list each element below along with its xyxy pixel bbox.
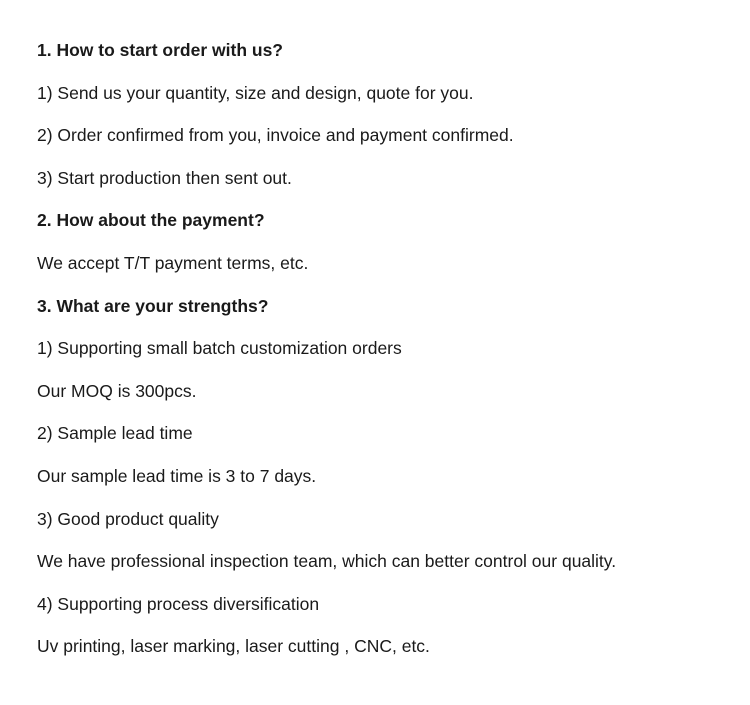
faq-answer-line: 1) Supporting small batch customization orders — [37, 338, 402, 359]
faq-answer-line: Our sample lead time is 3 to 7 days. — [37, 465, 317, 486]
faq-answer-line: 3) Good product quality — [37, 508, 219, 529]
faq-answer-line: 3) Start production then sent out. — [37, 167, 292, 188]
faq-question-payment: 2. How about the payment? — [37, 210, 265, 231]
faq-question-strengths: 3. What are your strengths? — [37, 295, 269, 316]
faq-answer-line: 2) Sample lead time — [37, 423, 193, 444]
faq-answer-line: Our MOQ is 300pcs. — [37, 380, 197, 401]
faq-answer-line: Uv printing, laser marking, laser cutting , CNC, etc. — [37, 636, 430, 657]
faq-question-order: 1. How to start order with us? — [37, 40, 283, 60]
faq-answer-line: We accept T/T payment terms, etc. — [37, 252, 309, 273]
faq-answer-line: We have professional inspection team, which can better control our quality. — [37, 551, 617, 572]
faq-answer-line: 1) Send us your quantity, size and design, quote for you. — [37, 82, 474, 103]
faq-answer-line: 4) Supporting process diversification — [37, 593, 320, 614]
faq-content — [37, 38, 727, 677]
faq-answer-line: 2) Order confirmed from you, invoice and payment confirmed. — [37, 125, 514, 146]
